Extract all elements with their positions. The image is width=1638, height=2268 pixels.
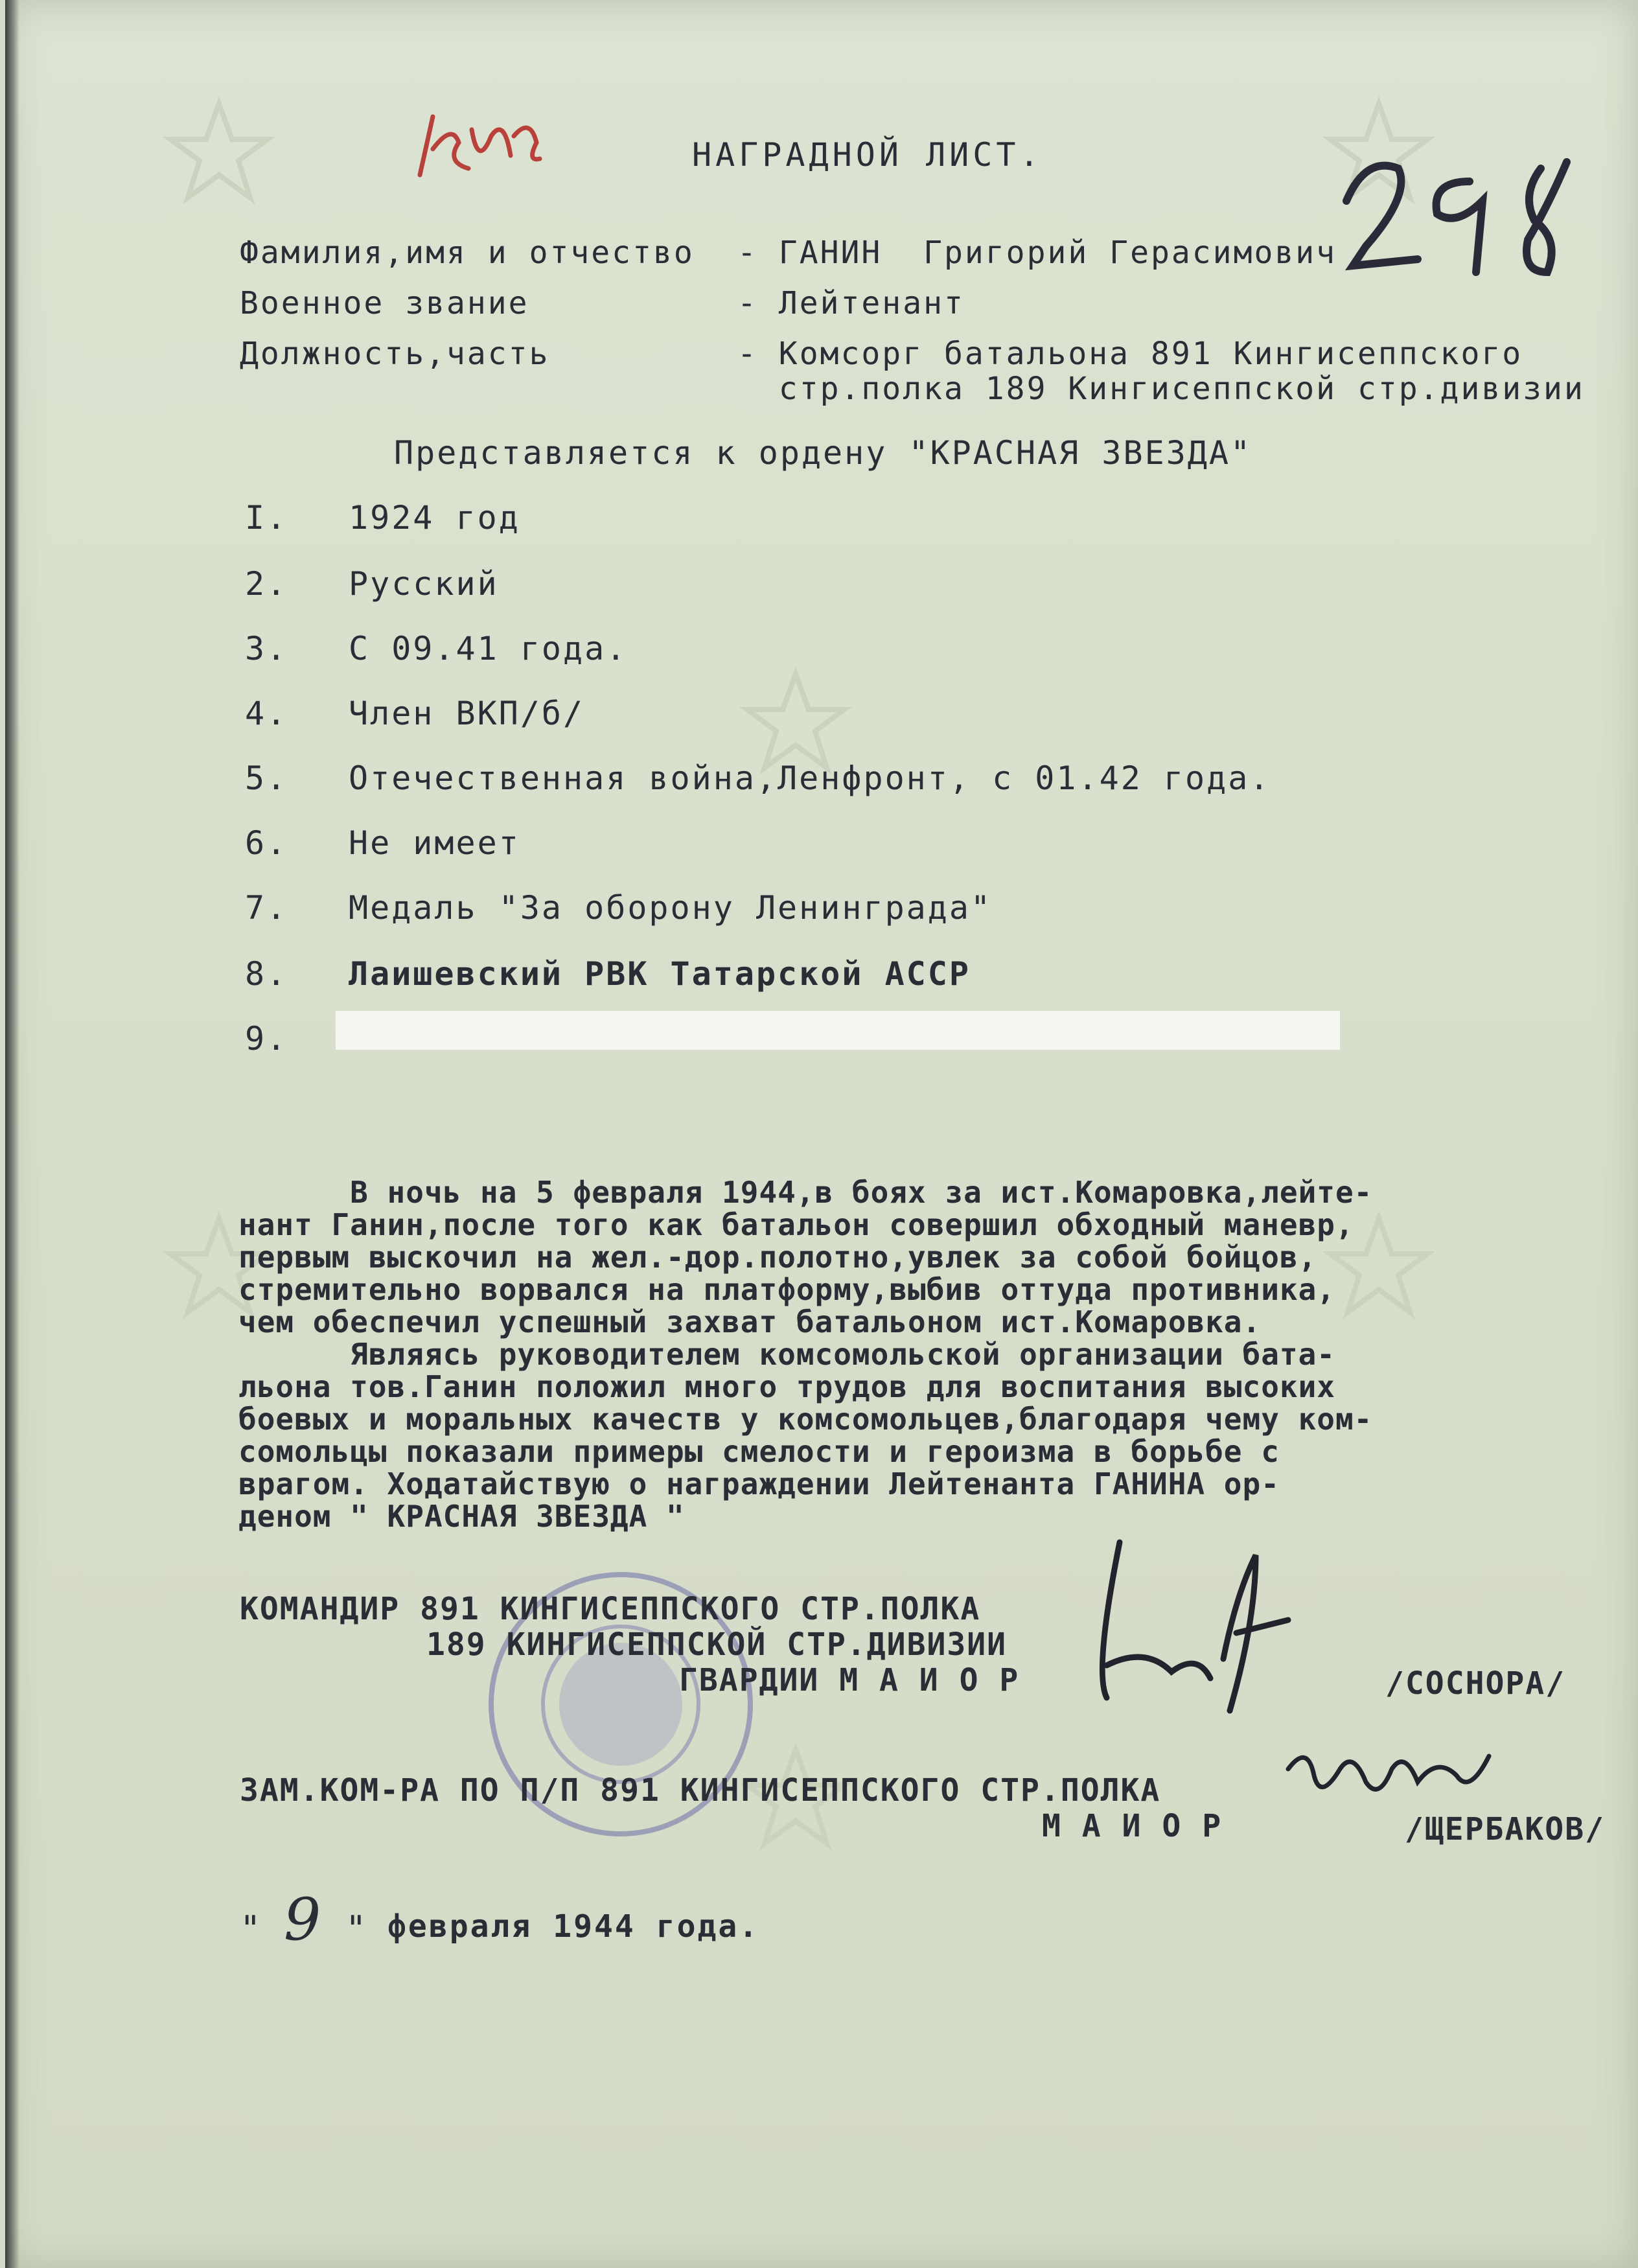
- item-text: Русский: [349, 565, 499, 603]
- narrative-text: [238, 1176, 1599, 1533]
- commander-title-line2: 189 КИНГИСЕППСКОЙ СТР.ДИВИЗИИ: [426, 1626, 1008, 1663]
- narrative-line: врагом. Ходатайствую о награждении Лейтенанта ГАНИНА ор-: [238, 1466, 1280, 1501]
- commander-signature: [1068, 1516, 1314, 1730]
- narrative-line: первым выскочил на жел.-дор.полотно,увлек за собой бойцов,: [238, 1240, 1317, 1275]
- field-label-rank: Военное звание: [240, 285, 529, 321]
- item-number: 6.: [245, 824, 288, 862]
- field-value-rank: - Лейтенант: [737, 285, 965, 321]
- award-sheet: [5, 0, 1638, 2268]
- item-text: Лаишевский РВК Татарской АССР: [349, 955, 971, 993]
- narrative-line: стремительно ворвался на платформу,выбив оттуда противника,: [238, 1272, 1335, 1307]
- item-text: Член ВКП/б/: [349, 695, 585, 732]
- deputy-signature: [1275, 1730, 1508, 1827]
- narrative-line: деном " КРАСНАЯ ЗВЕЗДА ": [238, 1499, 685, 1534]
- item-text: Отечественная война,Ленфронт, с 01.42 года.: [349, 759, 1271, 797]
- document-title: НАГРАДНОЙ ЛИСТ.: [692, 136, 1043, 174]
- watermark-star-icon: [747, 674, 844, 768]
- redacted-block: [336, 1011, 1340, 1050]
- narrative-line: боевых и моральных качеств у комсомольцев,благодаря чему ком-: [238, 1402, 1373, 1437]
- field-value-position-cont: стр.полка 189 Кингисеппской стр.дивизии: [737, 371, 1585, 407]
- narrative-line: нант Ганин,после того как батальон совершил обходный маневр,: [238, 1207, 1354, 1242]
- narrative-line: Являясь руководителем комсомольской организации бата-: [238, 1337, 1335, 1372]
- handwritten-red-note: [407, 78, 549, 207]
- item-number: 5.: [245, 759, 288, 797]
- item-number: 8.: [245, 955, 288, 993]
- narrative-line: сомольцы показали примеры смелости и героизма в борьбе с: [238, 1434, 1280, 1469]
- narrative-line: В ночь на 5 февраля 1944,в боях за ист.Комаровка,лейте-: [238, 1175, 1373, 1210]
- date-open-quote: ": [240, 1908, 263, 1949]
- item-text: 1924 год: [349, 499, 520, 537]
- deputy-rank: М А И О Р: [1042, 1808, 1223, 1844]
- deputy-title-line1: ЗАМ.КОМ-РА ПО П/П 891 КИНГИСЕППСКОГО СТР.ПОЛКА: [240, 1772, 1161, 1809]
- field-value-fullname: - ГАНИН Григорий Герасимович: [737, 235, 1337, 271]
- item-text: С 09.41 года.: [349, 630, 628, 667]
- commander-title-line1: КОМАНДИР 891 КИНГИСЕППСКОГО СТР.ПОЛКА: [240, 1591, 981, 1627]
- date-rest: февраля 1944 года.: [387, 1908, 760, 1945]
- item-number: 7.: [245, 889, 288, 927]
- narrative-line: льона тов.Ганин положил много трудов для воспитания высоких: [238, 1369, 1335, 1404]
- commander-name: /СОСНОРА/: [1385, 1665, 1566, 1702]
- nomination-line: Представляется к ордену "КРАСНАЯ ЗВЕЗДА": [394, 434, 1252, 472]
- item-text: Не имеет: [349, 824, 520, 862]
- item-number: I.: [245, 499, 288, 537]
- date-day-handwritten: 9: [284, 1886, 323, 1954]
- deputy-name: /ЩЕРБАКОВ/: [1405, 1811, 1605, 1847]
- item-number: 2.: [245, 565, 288, 603]
- item-number: 9.: [245, 1020, 288, 1058]
- watermark-star-icon: [170, 104, 268, 198]
- field-value-position: - Комсорг батальона 891 Кингисеппского: [737, 336, 1523, 372]
- field-label-fullname: Фамилия,имя и отчество: [240, 235, 695, 271]
- narrative-line: чем обеспечил успешный захват батальоном ист.Комаровка.: [238, 1304, 1262, 1339]
- field-label-position: Должность,часть: [240, 336, 550, 372]
- item-number: 4.: [245, 695, 288, 732]
- item-text: Медаль "За оборону Ленинграда": [349, 889, 993, 927]
- commander-rank: ГВАРДИИ М А И О Р: [679, 1662, 1020, 1698]
- handwritten-page-number: [1327, 143, 1599, 292]
- item-number: 3.: [245, 630, 288, 667]
- date-close-quote: ": [345, 1908, 369, 1949]
